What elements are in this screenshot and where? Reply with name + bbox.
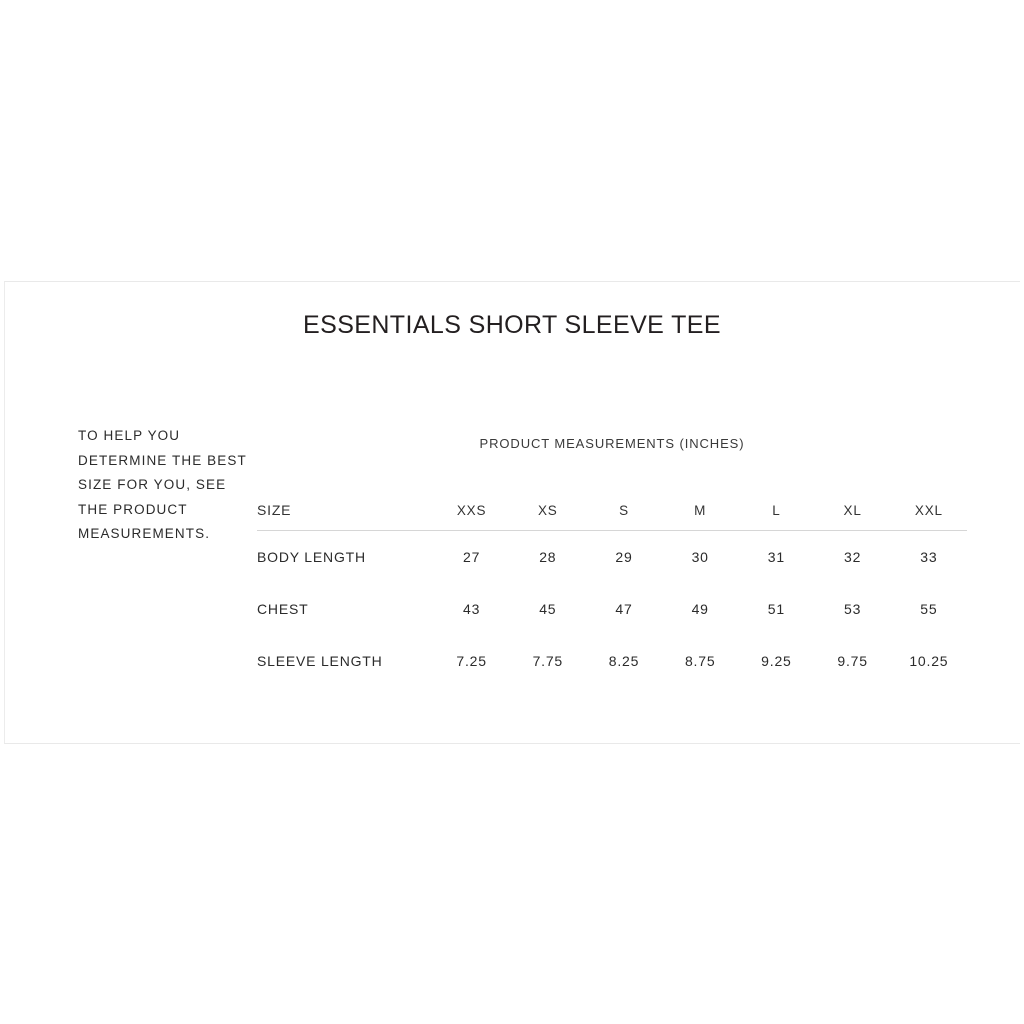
column-header-xl: XL [843,502,862,518]
row-label-body-length: BODY LENGTH [257,549,366,565]
row-label-chest: CHEST [257,601,309,617]
table-caption: PRODUCT MEASUREMENTS (INCHES) [479,436,745,451]
cell-sleeve-length-xs: 7.75 [532,653,564,669]
table-row [257,635,967,687]
page-title: ESSENTIALS SHORT SLEEVE TEE [303,311,721,339]
column-header-l: L [772,502,781,518]
cell-sleeve-length-l: 9.25 [761,653,792,669]
cell-chest-l: 51 [767,601,785,617]
cell-body-length-s: 29 [615,549,633,565]
table-row [257,531,967,584]
cell-chest-m: 49 [691,601,709,617]
help-text: TO HELP YOU DETERMINE THE BEST SIZE FOR YOU, SEE THE PRODUCT MEASUREMENTS. [78,428,247,541]
cell-body-length-xxs: 27 [462,549,481,565]
cell-body-length-xxl: 33 [920,549,938,565]
cell-body-length-xl: 32 [844,549,862,565]
cell-chest-xl: 53 [844,601,862,617]
cell-chest-xxs: 43 [462,601,481,617]
cell-chest-xs: 45 [539,601,557,617]
cell-sleeve-length-xxl: 10.25 [909,653,949,669]
column-header-xxs: XXS [456,502,487,518]
cell-sleeve-length-xxs: 7.25 [456,653,487,669]
cell-chest-xxl: 55 [920,601,938,617]
cell-body-length-m: 30 [691,549,709,565]
column-header-s: S [619,502,629,518]
measurements-table [257,490,967,687]
cell-sleeve-length-m: 8.75 [684,653,716,669]
table-row [257,583,967,635]
table-header-row [257,490,967,531]
cell-sleeve-length-s: 8.25 [608,653,640,669]
cell-body-length-l: 31 [767,549,785,565]
cell-chest-s: 47 [615,601,633,617]
column-header-m: M [694,502,707,518]
column-header-xs: XS [537,502,558,518]
row-label-sleeve-length: SLEEVE LENGTH [257,653,383,669]
cell-sleeve-length-xl: 9.75 [837,653,868,669]
table-corner-label: SIZE [257,502,292,518]
cell-body-length-xs: 28 [539,549,557,565]
column-header-xxl: XXL [914,502,943,518]
